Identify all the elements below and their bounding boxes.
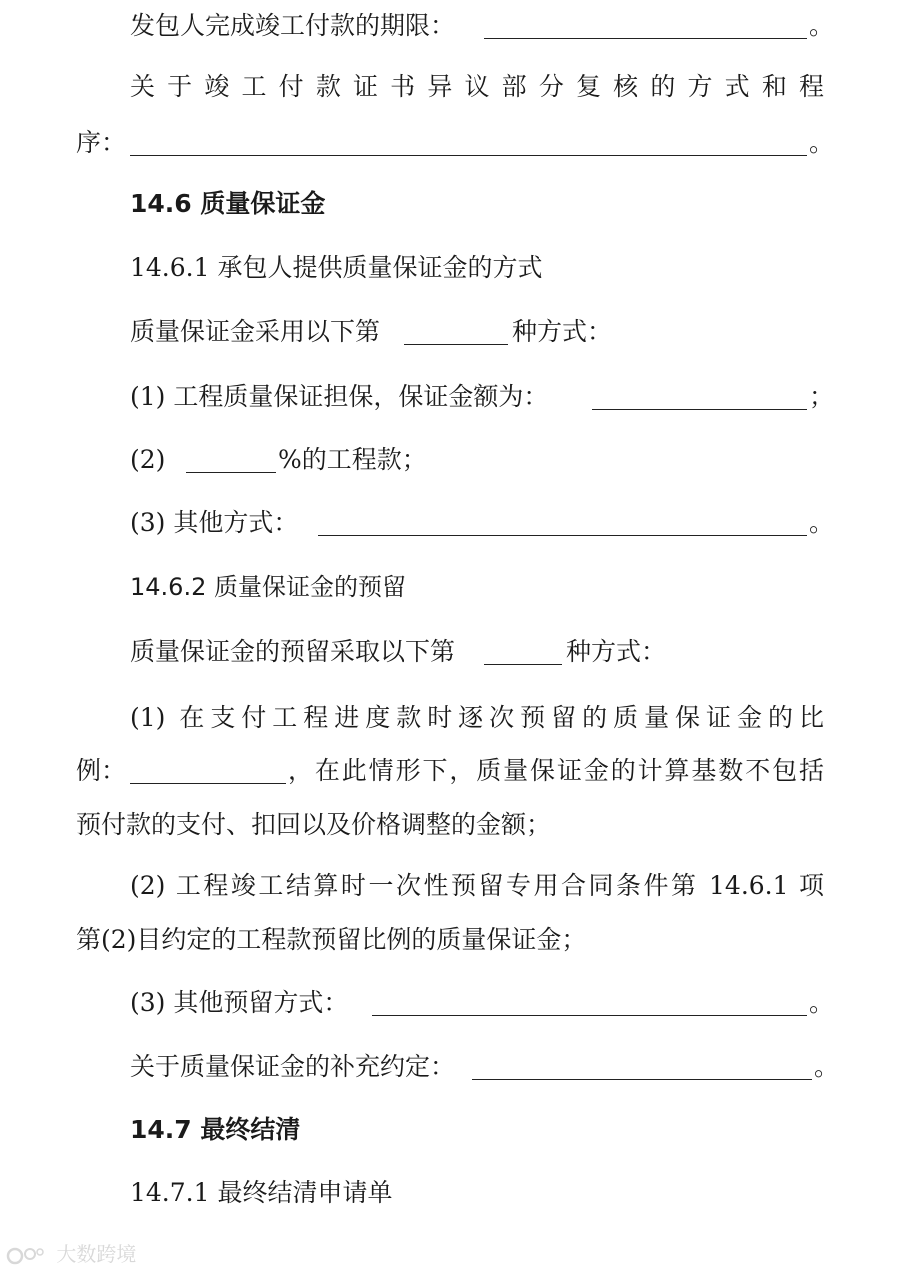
fill-blank <box>484 38 807 39</box>
supplementary-agreement: 关于质量保证金的补充约定： 。 <box>130 1052 840 1081</box>
retention-option-1-end: 预付款的支付、扣回以及价格调整的金额； <box>76 810 552 839</box>
section-heading-14-7: 14.7 最终结清 <box>130 1115 301 1144</box>
fill-blank <box>130 783 286 784</box>
fill-blank <box>404 344 508 345</box>
fill-blank <box>318 535 807 536</box>
fill-blank <box>186 472 276 473</box>
fill-blank <box>372 1015 807 1016</box>
watermark <box>6 1240 136 1268</box>
warranty-method-choice: 质量保证金采用以下第 种方式： <box>130 317 613 346</box>
section-heading-14-6: 14.6 质量保证金 <box>130 189 326 218</box>
retention-method-choice: 质量保证金的预留采取以下第 种方式： <box>130 637 667 666</box>
retention-option-1: (1) 在支付工程进度款时逐次预留的质量保证金的比 <box>130 703 824 732</box>
fill-blank <box>592 409 807 410</box>
retention-option-2-cont: 第(2)目约定的工程款预留比例的质量保证金； <box>76 925 587 954</box>
subsection-14-7-1: 14.7.1 最终结清申请单 <box>130 1178 393 1207</box>
subsection-14-6-1: 14.6.1 承包人提供质量保证金的方式 <box>130 253 543 282</box>
option-3-other: (3) 其他方式： 。 <box>130 508 835 537</box>
fill-blank <box>472 1079 812 1080</box>
option-1-guarantee: (1) 工程质量保证担保，保证金额为： ； <box>130 382 835 411</box>
objection-review-line: 关于竣工付款证书异议部分复核的方式和程 <box>130 72 824 101</box>
watermark-text: 大数跨境 <box>56 1242 137 1266</box>
completion-payment-deadline: 发包人完成竣工付款的期限： 。 <box>130 11 835 40</box>
subsection-14-6-2: 14.6.2 质量保证金的预留 <box>130 573 406 601</box>
objection-review-continuation: 序： 。 <box>76 128 835 157</box>
retention-option-2: (2) 工程竣工结算时一次性预留专用合同条件第 14.6.1 项 <box>130 871 824 900</box>
option-2-percent: (2) %的工程款； <box>130 445 427 474</box>
fill-blank <box>484 664 562 665</box>
retention-option-3: (3) 其他预留方式： 。 <box>130 988 835 1017</box>
retention-option-1-cont: 例： ，在此情形下，质量保证金的计算基数不包括 <box>76 756 824 785</box>
logo-icon <box>6 1244 46 1268</box>
fill-blank <box>130 155 807 156</box>
